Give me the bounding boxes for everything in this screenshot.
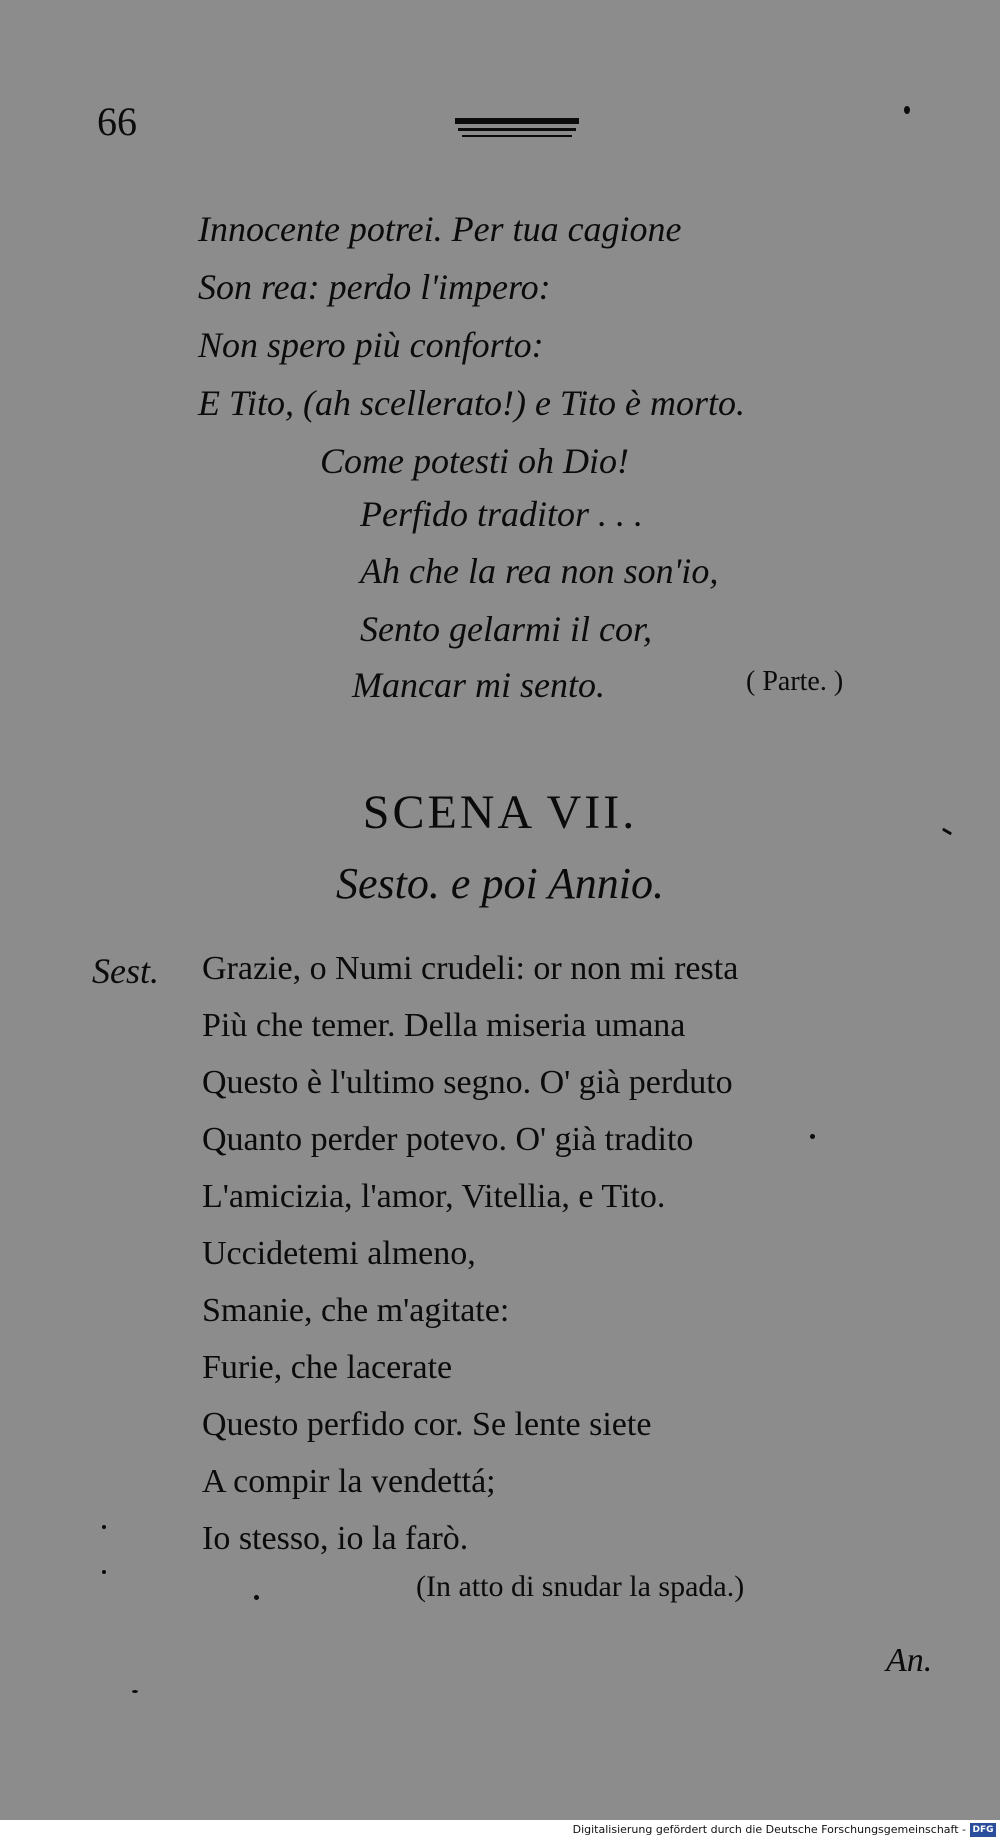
speech-line: Grazie, o Numi crudeli: or non mi resta — [202, 950, 739, 987]
footer-text: Digitalisierung gefördert durch die Deutsche Forschungsgemeinschaft - — [572, 1823, 966, 1836]
header-rule-thin — [458, 128, 576, 131]
speech-line: Uccidetemi almeno, — [202, 1235, 476, 1272]
speech-line: Quanto perder potevo. O' già tradito — [202, 1121, 694, 1158]
speech-line: Questo è l'ultimo segno. O' già perduto — [202, 1064, 733, 1101]
speech-line: Questo perfido cor. Se lente siete — [202, 1406, 652, 1443]
verse-line: Innocente potrei. Per tua cagione — [198, 209, 682, 249]
verse-line: Perfido traditor . . . — [360, 494, 644, 534]
speech-line: L'amicizia, l'amor, Vitellia, e Tito. — [202, 1178, 666, 1215]
verse-line: Son rea: perdo l'impero: — [198, 267, 551, 307]
stage-direction-parte: ( Parte. ) — [746, 666, 844, 697]
page-number: 66 — [97, 99, 137, 144]
scan-speck — [102, 1570, 106, 1574]
verse-line: Ah che la rea non son'io, — [360, 551, 719, 591]
scan-speck — [904, 106, 910, 114]
header-rule-hairline — [462, 135, 572, 137]
catchword: An. — [886, 1642, 933, 1679]
scan-speck — [102, 1525, 106, 1529]
scan-speck — [254, 1595, 259, 1600]
header-rule-thick — [455, 118, 579, 124]
dfg-logo: DFG — [970, 1823, 996, 1837]
stage-direction-spada: (In atto di snudar la spada.) — [416, 1570, 745, 1603]
scene-title: SCENA VII. — [362, 786, 638, 839]
verse-line: E Tito, (ah scellerato!) e Tito è morto. — [198, 383, 745, 423]
scan-speck — [810, 1134, 815, 1139]
digitization-footer — [0, 1820, 1000, 1841]
speech-line: Smanie, che m'agitate: — [202, 1292, 510, 1329]
speech-line: Furie, che lacerate — [202, 1349, 453, 1386]
verse-line: Come potesti oh Dio! — [320, 441, 629, 481]
speech-line: A compir la vendettá; — [202, 1463, 496, 1500]
scene-characters: Sesto. e poi Annio. — [336, 859, 664, 908]
speech-line: Più che temer. Della miseria umana — [202, 1007, 686, 1044]
speech-line: Io stesso, io la farò. — [202, 1520, 469, 1557]
speaker-label: Sest. — [92, 951, 159, 991]
verse-line: Mancar mi sento. — [352, 665, 605, 705]
verse-line: Sento gelarmi il cor, — [360, 609, 652, 649]
verse-line: Non spero più conforto: — [198, 325, 544, 365]
scan-speck — [132, 1690, 138, 1693]
